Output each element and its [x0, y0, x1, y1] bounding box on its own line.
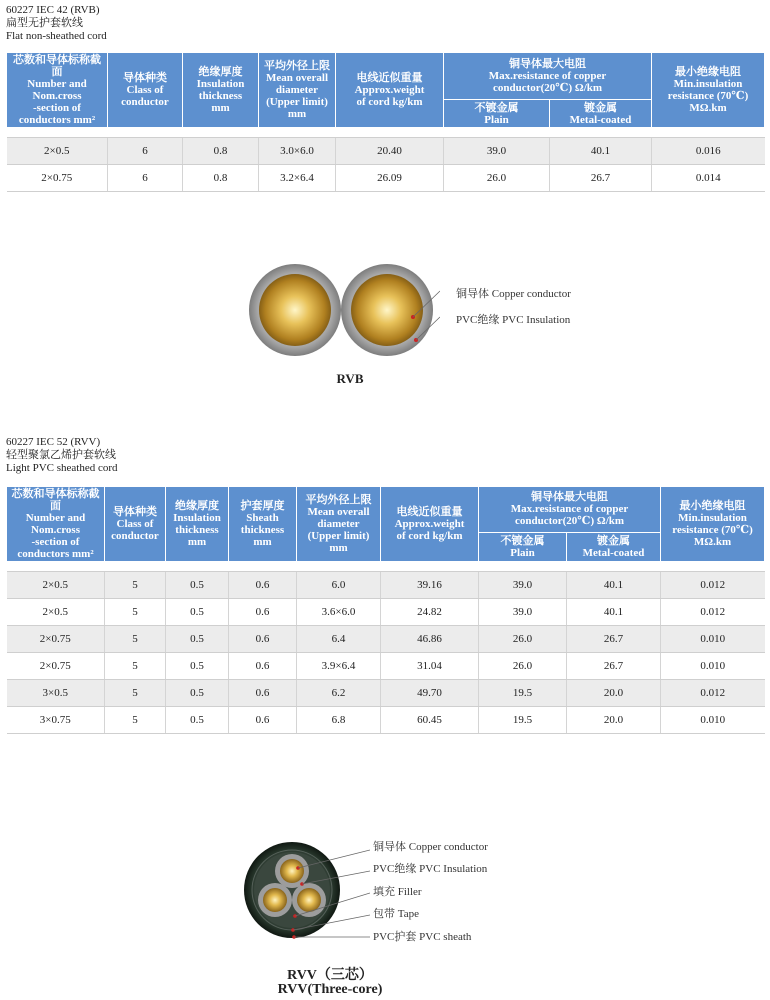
header-cores [7, 53, 108, 128]
cell: 3.0×6.0 [259, 138, 336, 165]
header-text: -section of [33, 102, 81, 114]
rvv-spec-table [6, 486, 765, 734]
header-text: conductor [111, 530, 159, 542]
rvv-header-row [7, 487, 765, 533]
header-text: mm [187, 536, 207, 548]
cell: 46.86 [381, 626, 479, 653]
header-text: conductor [121, 96, 169, 108]
header-text: Insulation [196, 78, 245, 90]
table-row [7, 653, 765, 680]
cell: 19.5 [479, 707, 567, 734]
header-text: diameter [275, 84, 319, 96]
cell: 0.5 [166, 572, 229, 599]
cell: 0.6 [229, 599, 297, 626]
header-text: Plain [484, 113, 509, 126]
header-insulation [183, 53, 259, 128]
header-cores [7, 487, 105, 562]
cell: 0.6 [229, 680, 297, 707]
header-text: 芯数和导体标称截面 [11, 488, 100, 512]
cell: 26.7 [567, 653, 661, 680]
header-text: 绝缘厚度 [198, 66, 243, 78]
header-text: 电线近似重量 [356, 72, 423, 84]
copper-conductor-right [351, 274, 423, 346]
cell: 2×0.75 [7, 653, 105, 680]
header-class [108, 53, 183, 128]
cell: 39.0 [444, 138, 550, 165]
cell: 0.5 [166, 626, 229, 653]
cell: 0.6 [229, 653, 297, 680]
cell: 2×0.5 [7, 599, 105, 626]
table-row [7, 626, 765, 653]
table-spacer [7, 562, 765, 572]
header-text: 平均外径上限 [305, 494, 372, 506]
rvv-title-line: 60227 IEC 52 (RVV) [6, 436, 101, 448]
cell: 0.012 [661, 572, 765, 599]
cell: 5 [105, 599, 166, 626]
label-pvc-sheath: PVC护套 PVC sheath [373, 931, 472, 943]
header-text: mm [287, 108, 307, 120]
cell: 0.6 [229, 572, 297, 599]
header-text: resistance (70℃) [672, 524, 753, 536]
cell: 40.1 [567, 572, 661, 599]
header-text: thickness [198, 90, 243, 102]
cell: 5 [105, 707, 166, 734]
header-text: diameter [317, 518, 360, 530]
cell: 0.5 [166, 707, 229, 734]
table-row [7, 599, 765, 626]
copper-conductor-left [259, 274, 331, 346]
header-class [105, 487, 166, 562]
cell: 3.2×6.4 [259, 165, 336, 192]
label-copper-conductor: 铜导体 Copper conductor [456, 288, 571, 300]
subheader-metal-coated [567, 532, 661, 561]
rvb-title-line: 60227 IEC 42 (RVB) [6, 4, 100, 16]
cell: 19.5 [479, 680, 567, 707]
header-text: 铜导体最大电阻 [509, 58, 586, 71]
cell: 20.40 [336, 138, 444, 165]
cell: 2×0.75 [7, 165, 108, 192]
cell: 0.010 [661, 626, 765, 653]
cell: 0.5 [166, 599, 229, 626]
header-text: 镀金属 [597, 534, 630, 547]
header-resistance [479, 487, 661, 533]
cell: 20.0 [567, 680, 661, 707]
subheader-metal-coated [550, 100, 652, 128]
copper-conductor [297, 888, 321, 912]
cell: 26.0 [479, 653, 567, 680]
cell: 5 [105, 653, 166, 680]
header-text: of cord kg/km [396, 530, 463, 542]
header-text: 护套厚度 [240, 500, 285, 512]
header-text: 不镀金属 [474, 101, 519, 114]
header-text: Class of [126, 84, 164, 96]
header-text: (Upper limit) [266, 96, 328, 108]
header-text: 铜导体最大电阻 [531, 491, 608, 504]
copper-conductor [280, 859, 304, 883]
header-text: mm [253, 536, 272, 548]
cell: 3.9×6.4 [297, 653, 381, 680]
cell: 3.6×6.0 [297, 599, 381, 626]
rvb-cable-diagram [240, 260, 440, 370]
header-text: 镀金属 [584, 101, 617, 114]
header-text: Mean overall [265, 72, 328, 84]
header-text: conductor(20℃) Ω/km [514, 515, 625, 528]
header-text: Sheath [246, 512, 279, 524]
cell: 0.010 [661, 707, 765, 734]
rvb-spec-table [6, 52, 765, 192]
cell: 3×0.75 [7, 707, 105, 734]
header-text: 最小绝缘电阻 [679, 500, 746, 512]
header-text: MΩ.km [689, 102, 727, 114]
subheader-plain [444, 100, 550, 128]
header-text: Min.insulation [673, 78, 743, 90]
cell: 2×0.75 [7, 626, 105, 653]
header-text: 绝缘厚度 [175, 500, 219, 512]
cell: 0.6 [229, 626, 297, 653]
rvb-caption: RVB [336, 371, 364, 386]
header-text: mm [329, 542, 348, 554]
cell: 0.6 [229, 707, 297, 734]
header-text: Approx.weight [354, 84, 425, 96]
cell: 31.04 [381, 653, 479, 680]
cell: 0.8 [183, 165, 259, 192]
header-text: Metal-coated [569, 113, 632, 126]
cell: 0.5 [166, 653, 229, 680]
label-copper-conductor: 铜导体 Copper conductor [373, 841, 488, 853]
cell: 0.8 [183, 138, 259, 165]
rvv-caption-english: RVV(Three-core) [277, 982, 383, 997]
label-filler: 填充 Filler [373, 886, 422, 898]
table-spacer [7, 128, 765, 138]
header-text: Approx.weight [394, 518, 465, 530]
header-text: Mean overall [307, 506, 370, 518]
header-diameter [297, 487, 381, 562]
cell: 0.012 [661, 599, 765, 626]
cell: 40.1 [567, 599, 661, 626]
rvb-title [6, 4, 107, 43]
cell: 6.4 [297, 626, 381, 653]
header-text: Number and [25, 512, 86, 524]
table-row [7, 680, 765, 707]
cell: 0.5 [166, 680, 229, 707]
cell: 39.0 [479, 572, 567, 599]
header-text: Max.resistance of copper [510, 503, 629, 516]
header-text: 不镀金属 [500, 534, 545, 547]
header-text: conductors mm² [18, 114, 96, 126]
header-text: Metal-coated [582, 546, 645, 559]
cell: 0.016 [652, 138, 765, 165]
header-text: Number and [27, 78, 87, 90]
cell: 0.014 [652, 165, 765, 192]
header-text: thickness [240, 524, 285, 536]
cell: 26.0 [444, 165, 550, 192]
cell: 5 [105, 572, 166, 599]
header-diameter [259, 53, 336, 128]
rvv-title-line: 轻型聚氯乙烯护套软线 [6, 449, 116, 461]
header-text: 芯数和导体标称截面 [13, 54, 101, 78]
cell: 26.09 [336, 165, 444, 192]
header-text: Plain [510, 546, 535, 559]
header-text: (Upper limit) [307, 530, 370, 542]
cell: 60.45 [381, 707, 479, 734]
cell: 0.010 [661, 653, 765, 680]
rvb-title-line: 扁型无护套软线 [6, 17, 83, 29]
cell: 6.2 [297, 680, 381, 707]
header-text: of cord kg/km [356, 96, 423, 108]
header-weight [381, 487, 479, 562]
header-text: MΩ.km [693, 536, 732, 548]
header-text: resistance (70℃) [667, 90, 749, 102]
rvb-header-row [7, 53, 765, 100]
cell: 5 [105, 680, 166, 707]
rvv-title [6, 436, 118, 475]
header-text: mm [211, 102, 230, 114]
header-text: 导体种类 [113, 506, 157, 518]
cell: 24.82 [381, 599, 479, 626]
header-weight [336, 53, 444, 128]
cell: 26.7 [550, 165, 652, 192]
header-sheath [229, 487, 297, 562]
table-row [7, 707, 765, 734]
rvv-cable-diagram [240, 838, 370, 943]
header-text: 最小绝缘电阻 [675, 66, 742, 78]
header-resistance [444, 53, 652, 100]
header-min-insulation [652, 53, 765, 128]
label-pvc-insulation: PVC绝缘 PVC Insulation [456, 314, 571, 326]
cell: 2×0.5 [7, 138, 108, 165]
header-text: thickness [175, 524, 219, 536]
spacer-cell [7, 128, 765, 138]
cell: 26.7 [567, 626, 661, 653]
header-text: Min.insulation [678, 512, 747, 524]
subheader-plain [479, 532, 567, 561]
cell: 6.0 [297, 572, 381, 599]
header-text: Max.resistance of copper [488, 70, 607, 83]
label-pvc-insulation: PVC绝缘 PVC Insulation [373, 863, 488, 875]
header-text: conductor(20℃) Ω/km [492, 82, 603, 95]
cell: 40.1 [550, 138, 652, 165]
table-row [7, 572, 765, 599]
cell: 39.16 [381, 572, 479, 599]
cell: 2×0.5 [7, 572, 105, 599]
cell: 6.8 [297, 707, 381, 734]
cell: 20.0 [567, 707, 661, 734]
cell: 0.012 [661, 680, 765, 707]
cell: 26.0 [479, 626, 567, 653]
header-text: Nom.cross [32, 90, 82, 102]
cell: 6 [108, 165, 183, 192]
table-row [7, 138, 765, 165]
rvb-title-line: Flat non-sheathed cord [6, 30, 107, 42]
copper-conductor [263, 888, 287, 912]
rvv-caption: RVV（三芯） [287, 968, 373, 983]
cell: 3×0.5 [7, 680, 105, 707]
label-tape: 包带 Tape [373, 908, 419, 920]
header-text: conductors mm² [17, 548, 94, 560]
header-text: 平均外径上限 [264, 60, 330, 72]
header-insulation [166, 487, 229, 562]
cell: 49.70 [381, 680, 479, 707]
header-text: 电线近似重量 [396, 506, 463, 518]
header-text: 导体种类 [123, 72, 167, 84]
cell: 6 [108, 138, 183, 165]
header-text: Class of [116, 518, 154, 530]
cell: 5 [105, 626, 166, 653]
rvv-title-line: Light PVC sheathed cord [6, 462, 118, 474]
header-text: -section of [31, 536, 80, 548]
cell: 39.0 [479, 599, 567, 626]
header-text: Nom.cross [31, 524, 80, 536]
header-min-insulation [661, 487, 765, 562]
table-row [7, 165, 765, 192]
spacer-cell [7, 562, 765, 572]
header-text: Insulation [173, 512, 221, 524]
